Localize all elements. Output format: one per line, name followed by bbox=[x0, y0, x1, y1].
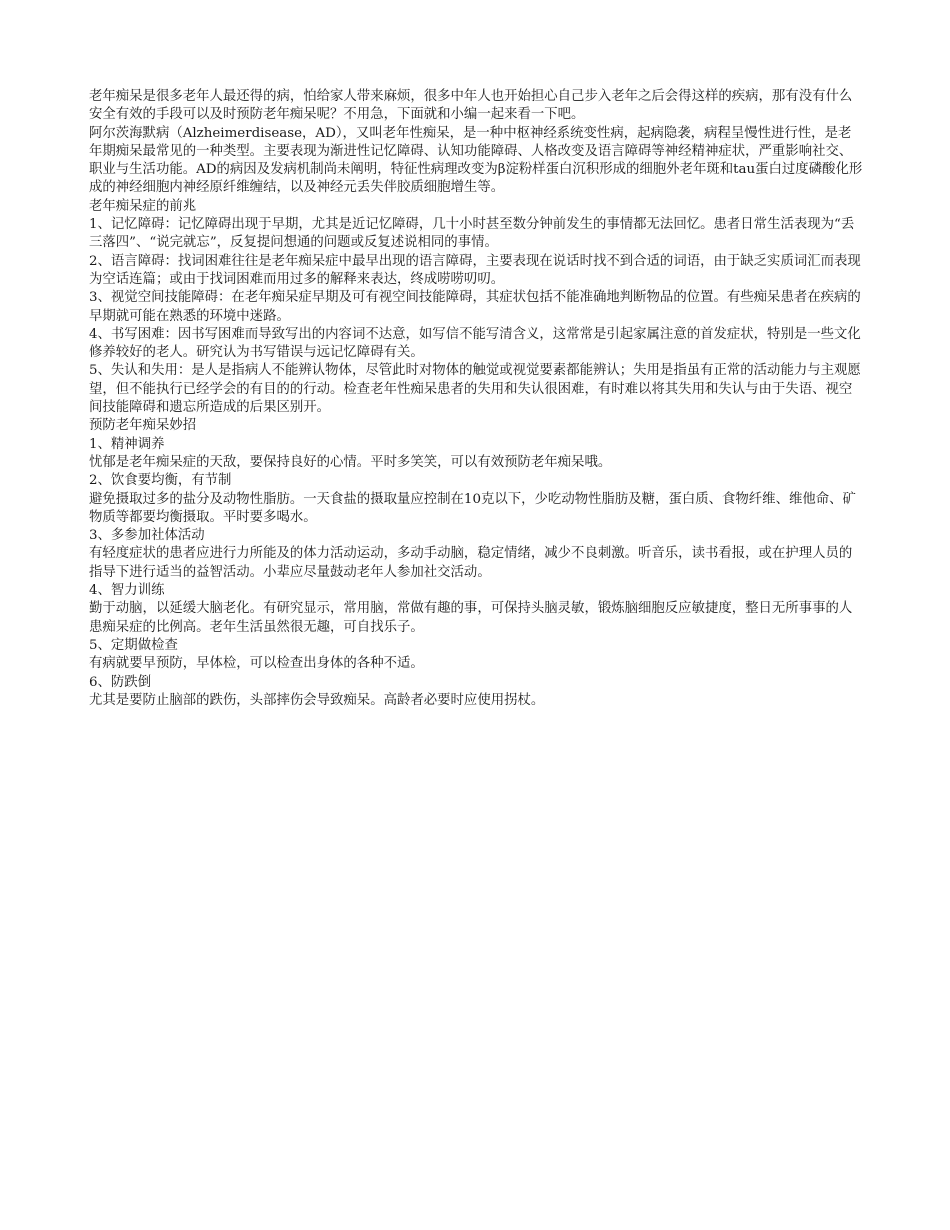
symptom-memory: 1、记忆障碍：记忆障碍出现于早期，尤其是近记忆障碍，几十小时甚至数分钟前发生的事情都无法回忆。患者日常生活表现为“丢三落四”、“说完就忘”，反复提问想通的问题或反复述说相同的事情。 bbox=[89, 217, 855, 251]
tip-heading-activity: 3、多参加社体活动 bbox=[89, 528, 205, 544]
definition-paragraph: 阿尔茨海默病（Alzheimerdisease，AD），又叫老年性痴呆，是一种中枢神经系统变性病，起病隐袭，病程呈慢性进行性，是老年期痴呆最常见的一种类型。主要表现为渐进性记忆障碍、认知功能障碍、人格改变及语言障碍等神经精神症状，严重影响社交、职业与生活功能。AD的病因及发病机制尚未阐明，特征性病理改变为β淀粉样蛋白沉积形成的细胞外老年斑和tau蛋白过度磷酸化形成的神经细胞内神经原纤维缠结，以及神经元丢失伴胶质细胞增生等。 bbox=[89, 125, 863, 196]
tip-body-training: 勤于动脑，以延缓大脑老化。有研究显示，常用脑，常做有趣的事，可保持头脑灵敏，锻炼脑细胞反应敏捷度，整日无所事事的人患痴呆症的比例高。老年生活虽然很无趣，可自找乐子。 bbox=[89, 601, 853, 635]
tip-heading-mental: 1、精神调养 bbox=[89, 436, 165, 452]
symptom-visuospatial: 3、视觉空间技能障碍：在老年痴呆症早期及可有视空间技能障碍，其症状包括不能准确地判断物品的位置。有些痴呆患者在疾病的早期就可能在熟悉的环境中迷路。 bbox=[89, 290, 861, 324]
symptom-language: 2、语言障碍：找词困难往往是老年痴呆症中最早出现的语言障碍，主要表现在说话时找不到合适的词语，由于缺乏实质词汇而表现为空话连篇；或由于找词困难而用过多的解释来表达，终成唠唠叨叨。 bbox=[89, 253, 861, 287]
tip-body-checkup: 有病就要早预防，早体检，可以检查出身体的各种不适。 bbox=[89, 656, 424, 672]
document-body bbox=[89, 88, 864, 710]
tip-body-activity: 有轻度症状的患者应进行力所能及的体力活动运动，多动手动脑，稳定情绪，减少不良刺激。听音乐，读书看报，或在护理人员的指导下进行适当的益智活动。小辈应尽量鼓动老年人参加社交活动。 bbox=[89, 546, 853, 580]
section-heading-prevention: 预防老年痴呆妙招 bbox=[89, 418, 197, 434]
tip-body-mental: 忧郁是老年痴呆症的天敌，要保持良好的心情。平时多笑笑，可以有效预防老年痴呆哦。 bbox=[89, 454, 612, 470]
tip-heading-training: 4、智力训练 bbox=[89, 583, 165, 599]
tip-body-diet: 避免摄取过多的盐分及动物性脂肪。一天食盐的摄取量应控制在10克以下，少吃动物性脂肪及糖，蛋白质、食物纤维、维他命、矿物质等都要均衡摄取。平时要多喝水。 bbox=[89, 491, 856, 525]
section-heading-symptoms: 老年痴呆症的前兆 bbox=[89, 198, 197, 214]
tip-heading-diet: 2、饮食要均衡，有节制 bbox=[89, 473, 232, 489]
intro-paragraph: 老年痴呆是很多老年人最还得的病，怕给家人带来麻烦，很多中年人也开始担心自己步入老年之后会得这样的疾病，那有没有什么安全有效的手段可以及时预防老年痴呆呢？不用急，下面就和小编一起来看一下吧。 bbox=[89, 89, 853, 123]
tip-body-falls: 尤其是要防止脑部的跌伤，头部摔伤会导致痴呆。高龄者必要时应使用拐杖。 bbox=[89, 692, 545, 708]
tip-heading-falls: 6、防跌倒 bbox=[89, 674, 152, 690]
symptom-agnosia-apraxia: 5、失认和失用：是人是指病人不能辨认物体，尽管此时对物体的触觉或视觉要素都能辨认；失用是指虽有正常的活动能力与主观愿望，但不能执行已经学会的有目的的行动。检查老年性痴呆患者的失用和失认很困难，有时难以将其失用和失认与由于失语、视空间技能障碍和遗忘所造成的后果区别开。 bbox=[89, 363, 861, 416]
tip-heading-checkup: 5、定期做检查 bbox=[89, 637, 178, 653]
symptom-writing: 4、书写困难：因书写困难而导致写出的内容词不达意，如写信不能写清含义，这常常是引起家属注意的首发症状，特别是一些文化修养较好的老人。研究认为书写错误与远记忆障碍有关。 bbox=[89, 326, 861, 361]
